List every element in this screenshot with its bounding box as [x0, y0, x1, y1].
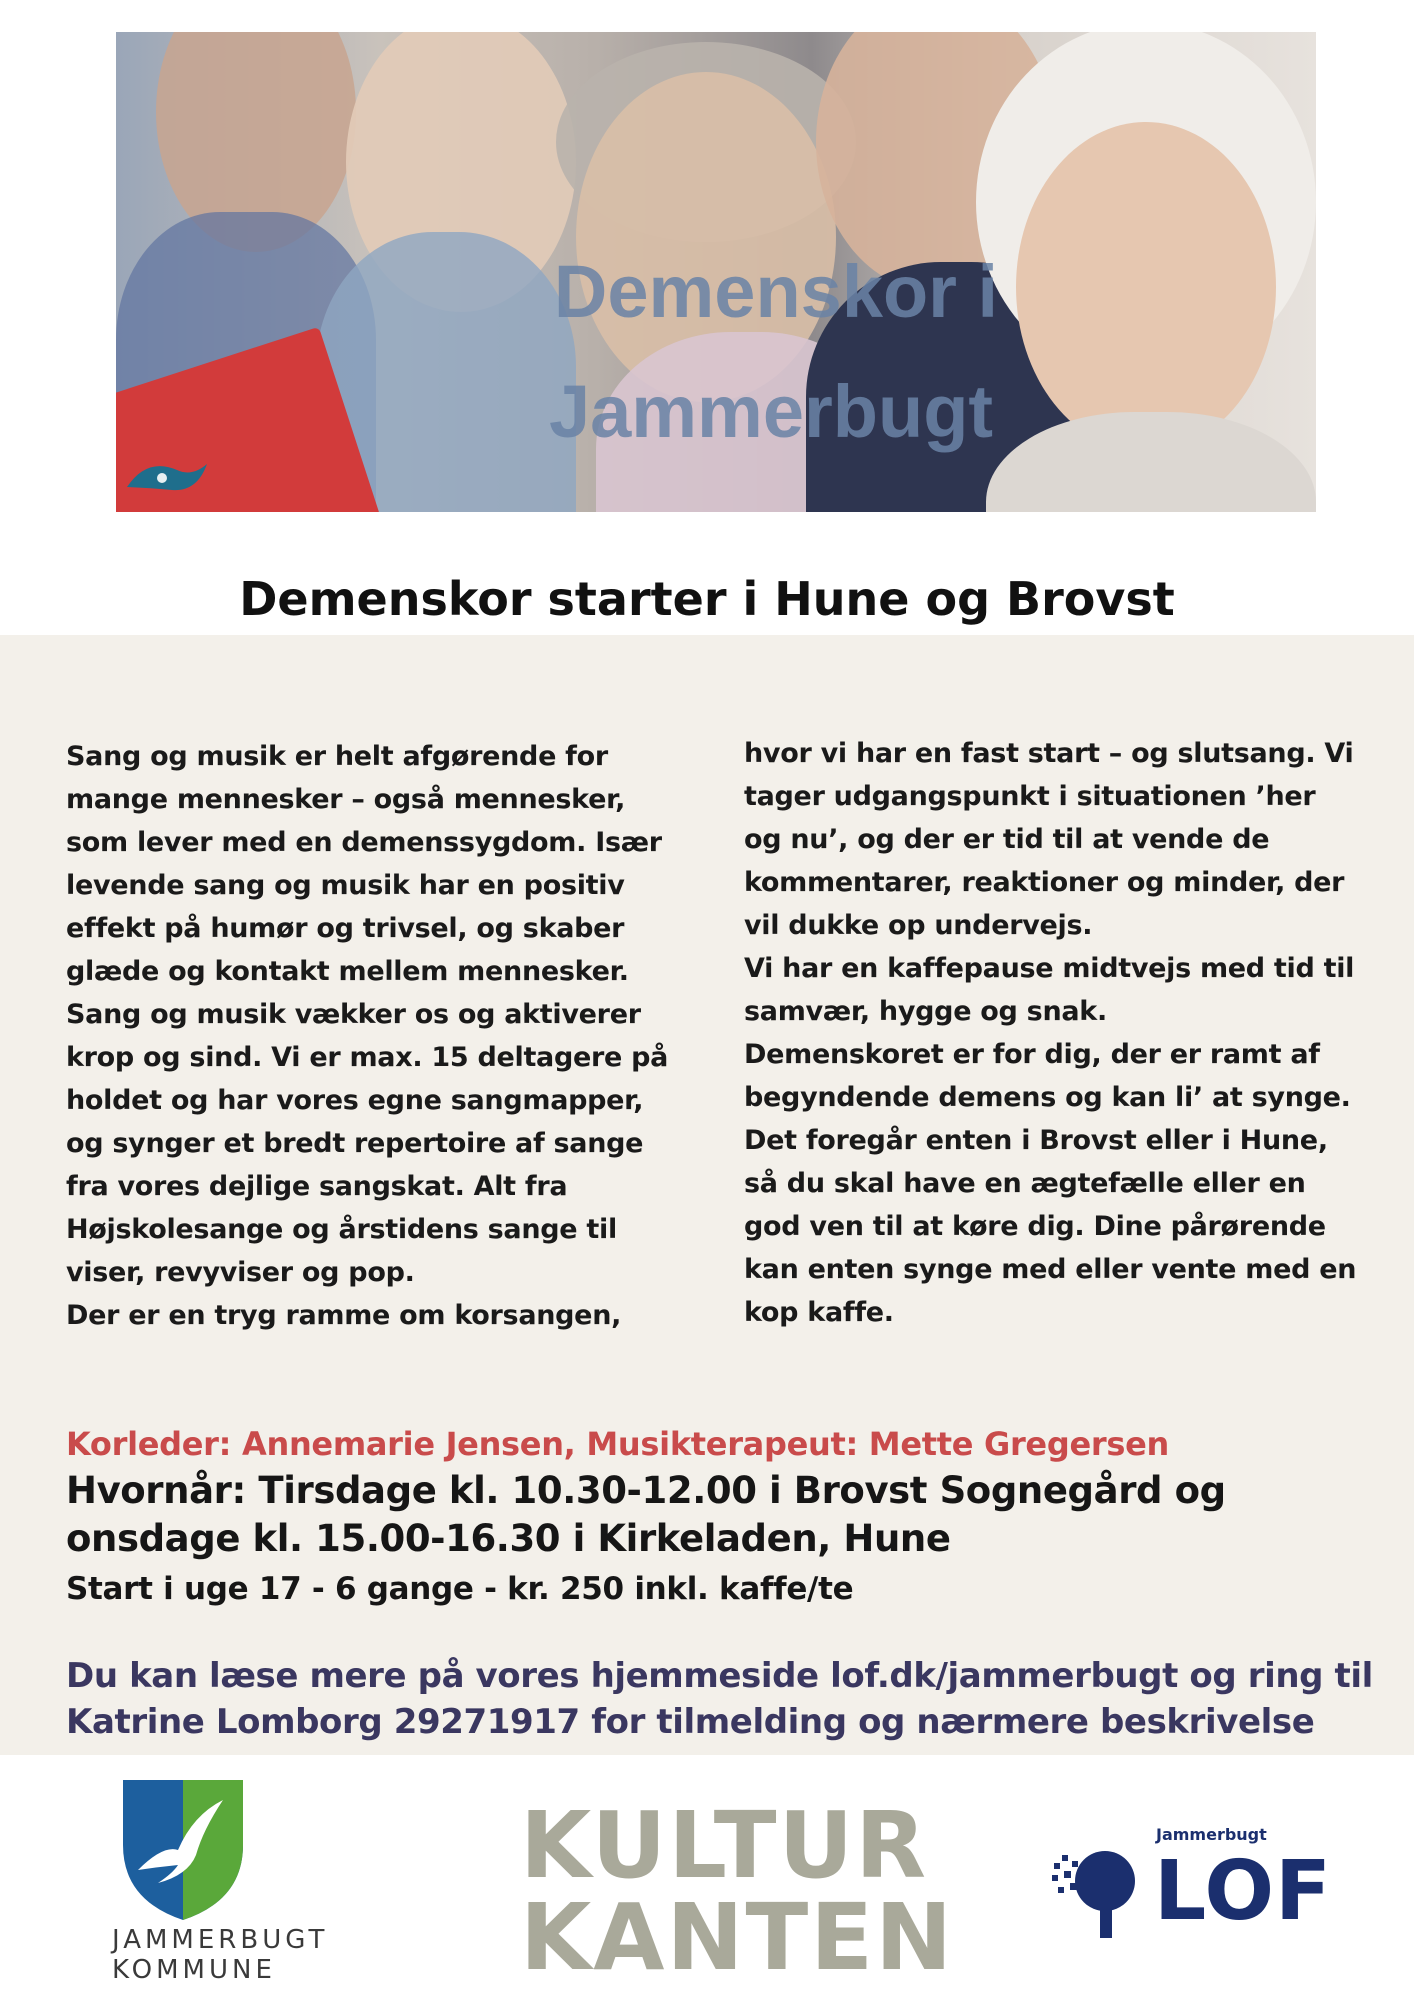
- schedule-text: Hvornår: Tirsdage kl. 10.30-12.00 i Brovst Sognegård og onsdage kl. 15.00-16.30 i Kirkeladen, Hune: [66, 1469, 1226, 1560]
- page-headline: Demenskor starter i Hune og Brovst: [239, 572, 1175, 626]
- hero-title-line-1: Demenskor i: [553, 250, 999, 333]
- content-panel: [0, 635, 1414, 1755]
- kommune-shield-icon: [118, 1775, 248, 1925]
- lof-word: LOF: [1154, 1844, 1333, 1939]
- body-left-column: Sang og musik er helt afgørende for mange mennesker – også mennesker, som lever med en demenssygdom. Især levende sang og musik har en positiv effekt på humør og trivsel, og skaber glæde og kontakt mellem mennesker. Sang og musik vækker os og aktiverer krop og sind. Vi er max. 15 deltagere på holdet og har vores egne sangmapper, og synger et bredt repertoire af sange fra vores dejlige sangskat. Alt fra Højskolesange og årstidens sange til viser, revyviser og pop. Der er en tryg ramme om korsangen,: [66, 741, 669, 1331]
- body-right-column: hvor vi har en fast start – og slutsang. Vi tager udgangspunkt i situationen ’her og nu’, og der er tid til at vende de kommentarer, reaktioner og minder, der vil dukke op undervejs. Vi har en kaffepause midtvejs med tid til samvær, hygge og snak. Demenskoret er for dig, der er ramt af begyndende demens og kan li’ at synge. Det foregår enten i Brovst eller i Hune, så du skal have en ægtefælle eller en god ven til at køre dig. Dine pårørende kan enten synge med eller vente med en kop kaffe.: [744, 738, 1357, 1328]
- kulturkanten-logo: [520, 1792, 955, 1991]
- hero-photo: [116, 32, 1316, 512]
- lof-logo: [1050, 1825, 1333, 1945]
- jammerbugt-kommune-logo: [112, 1775, 362, 1985]
- contact-text: Du kan læse mere på vores hjemmeside lof.dk/jammerbugt og ring til Katrine Lomborg 29271917 for tilmelding og nærmere beskrivelse: [66, 1656, 1373, 1742]
- kultur-word: KULTUR: [520, 1792, 929, 1899]
- choir-leaders: Korleder: Annemarie Jensen, Musikterapeut: Mette Gregersen: [66, 1425, 1169, 1463]
- kommune-name: JAMMERBUGT KOMMUNE: [112, 1925, 329, 1985]
- hero-title: [116, 232, 1316, 472]
- lof-region: Jammerbugt: [1156, 1825, 1267, 1844]
- lof-tree-icon: [1050, 1843, 1150, 1943]
- start-price-text: Start i uge 17 - 6 gange - kr. 250 inkl. kaffe/te: [66, 1571, 854, 1607]
- hero-title-line-2: Jammerbugt: [548, 370, 994, 453]
- kanten-word: KANTEN: [520, 1884, 955, 1991]
